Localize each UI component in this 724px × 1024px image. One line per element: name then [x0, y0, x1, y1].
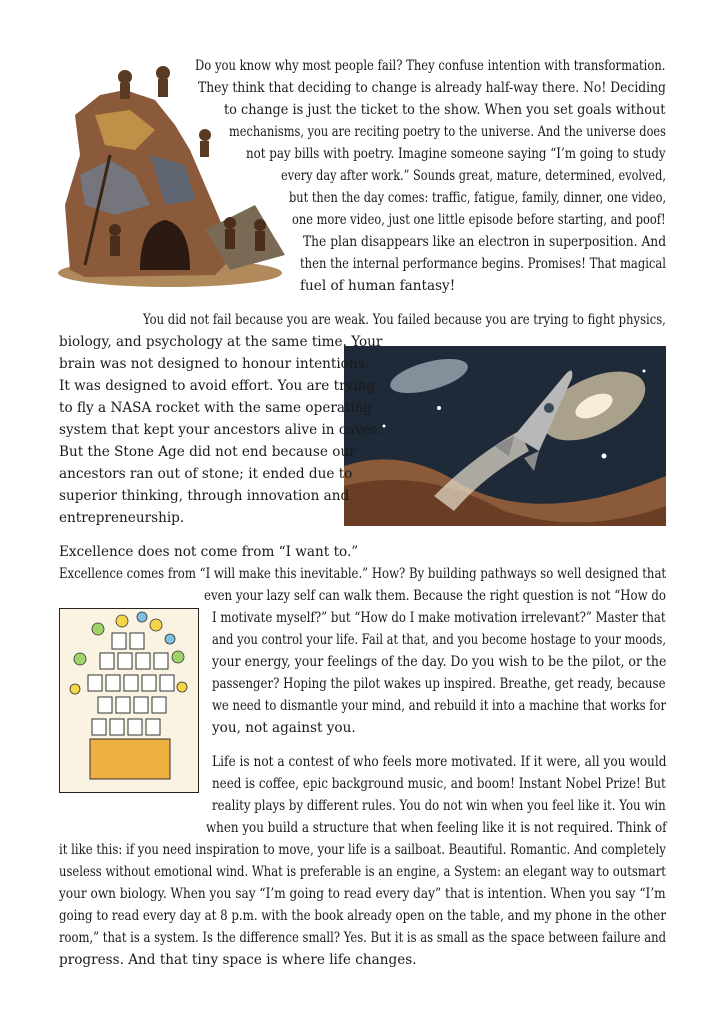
text-line: it like this: if you need inspiration to move, your life is a sailboat. Beautiful. Romantic. And completely	[59, 842, 666, 858]
text-line: I motivate myself?” but “How do I make motivation irrelevant?” Master that	[212, 610, 666, 626]
text-line: The plan disappears like an electron in superposition. And	[303, 234, 667, 250]
text-line: It was designed to avoid effort. You are trying	[59, 378, 376, 394]
text-line: biology, and psychology at the same time. Your	[59, 334, 383, 350]
text-line: not pay bills with poetry. Imagine someone saying “I’m going to study	[246, 146, 666, 162]
text-line: Life is not a contest of who feels more motivated. If it were, all you would	[212, 754, 667, 770]
text-line: You did not fail because you are weak. You failed because you are trying to fight physics,	[143, 312, 666, 328]
text-line: progress. And that tiny space is where life changes.	[59, 952, 417, 968]
text-line: But the Stone Age did not end because our	[59, 444, 356, 460]
heads-illustration	[59, 608, 199, 793]
text-line: and you control your life. Fail at that, and you become hostage to your moods,	[212, 632, 666, 648]
text-line: one more video, just one little episode before starting, and poof!	[292, 212, 666, 228]
text-line: but then the day comes: traffic, fatigue, family, dinner, one video,	[289, 190, 667, 206]
text-line: we need to dismantle your mind, and rebuild it into a machine that works for	[212, 698, 667, 714]
text-line: room,” that is a system. Is the difference small? Yes. But it is as small as the space between failure and	[59, 930, 667, 946]
text-line: when you build a structure that when feeling like it is not required. Think of	[206, 820, 667, 836]
text-line: your energy, your feelings of the day. Do you wish to be the pilot, or the	[212, 654, 667, 670]
text-line: to fly a NASA rocket with the same operating	[59, 400, 373, 416]
text-line: brain was not designed to honour intentions.	[59, 356, 369, 372]
text-line: your own biology. When you say “I’m going to read every day” that is intention. When you say “I’m	[59, 886, 666, 902]
text-line: entrepreneurship.	[59, 510, 185, 526]
text-line: Do you know why most people fail? They confuse intention with transformation.	[195, 58, 666, 74]
heads-illustration-art	[60, 609, 197, 791]
text-line: mechanisms, you are reciting poetry to the universe. And the universe does	[229, 124, 666, 140]
text-line: Excellence does not come from “I want to.”	[59, 544, 359, 560]
text-line: Excellence comes from “I will make this inevitable.” How? By building pathways so well designed that	[59, 566, 667, 582]
rocket-illustration	[344, 346, 666, 526]
text-line: you, not against you.	[212, 720, 356, 736]
text-line: need is coffee, epic background music, and boom! Instant Nobel Prize! But	[212, 776, 666, 792]
text-line: system that kept your ancestors alive in caves.	[59, 422, 382, 438]
text-line: superior thinking, through innovation and	[59, 488, 350, 504]
rocket-illustration-art	[344, 346, 666, 526]
text-line: going to read every day at 8 p.m. with the book already open on the table, and my phone in the other	[59, 908, 667, 924]
text-line: even your lazy self can walk them. Because the right question is not “How do	[204, 588, 667, 604]
text-line: fuel of human fantasy!	[300, 278, 456, 294]
text-line: ancestors ran out of stone; it ended due to	[59, 466, 353, 482]
text-line: reality plays by different rules. You do not win when you feel like it. You win	[212, 798, 666, 814]
text-line: then the internal performance begins. Promises! That magical	[300, 256, 667, 272]
text-line: passenger? Hoping the pilot wakes up inspired. Breathe, get ready, because	[212, 676, 666, 692]
text-line: useless without emotional wind. What is preferable is an engine, a System: an elegant way to outsmart	[59, 864, 666, 880]
text-line: They think that deciding to change is already half-way there. No! Deciding	[198, 80, 666, 96]
text-line: every day after work.” Sounds great, mature, determined, evolved,	[281, 168, 666, 184]
text-line: to change is just the ticket to the show. When you set goals without	[224, 102, 666, 118]
